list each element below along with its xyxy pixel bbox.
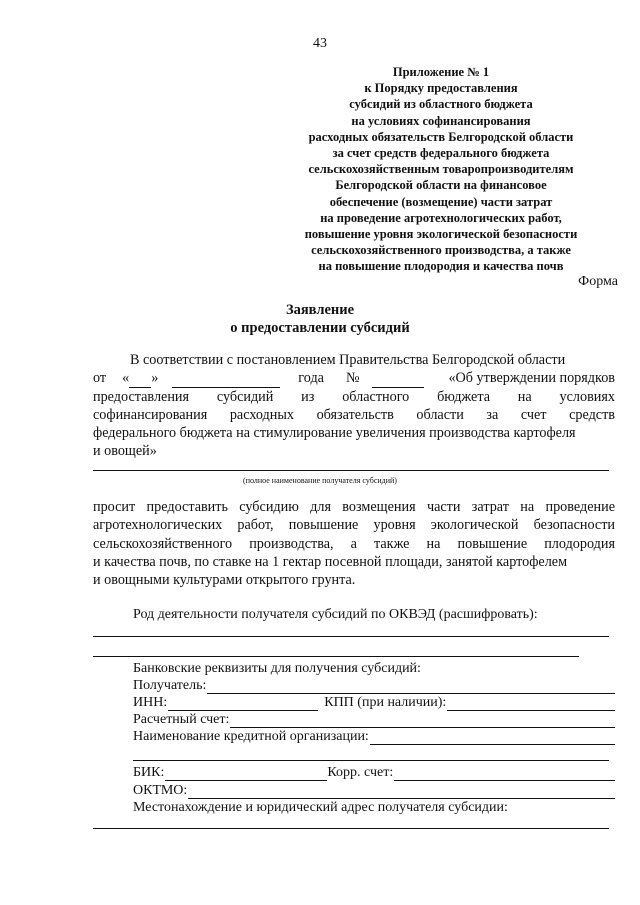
credit-org-field-line-2[interactable]	[133, 760, 609, 761]
bik-field[interactable]	[165, 768, 327, 781]
intro-line: и овощей»	[93, 443, 157, 460]
day-field[interactable]	[129, 374, 151, 388]
credit-org-row	[133, 728, 615, 745]
decree-number-field[interactable]	[372, 374, 424, 388]
account-row	[133, 711, 615, 728]
oktmo-row	[133, 782, 615, 799]
intro-date-line	[93, 369, 615, 387]
address-label: Местонахождение и юридический адрес получателя субсидии:	[133, 800, 508, 815]
intro-year: года	[298, 370, 324, 387]
forma-label: Форма	[578, 274, 618, 289]
appendix-line: повышение уровня экологической безопасности	[304, 227, 578, 242]
appendix-line: Белгородской области на финансовое	[335, 178, 547, 193]
kpp-field[interactable]	[447, 698, 615, 711]
page-number: 43	[313, 36, 327, 51]
okved-field-line-2[interactable]	[93, 656, 579, 657]
recipient-name-field[interactable]	[93, 470, 609, 471]
intro-line: предоставления субсидий из областного бюджета на условиях	[93, 388, 615, 405]
document-title	[0, 301, 640, 337]
recipient-label: Получатель:	[133, 678, 207, 693]
appendix-line: расходных обязательств Белгородской области	[308, 129, 574, 144]
credit-org-label: Наименование кредитной организации:	[133, 729, 369, 744]
oktmo-field[interactable]	[188, 786, 615, 799]
recipient-field[interactable]	[207, 681, 615, 694]
appendix-line: субсидий из областного бюджета	[349, 97, 533, 112]
request-line: и качества почв, по ставке на 1 гектар посевной площади, занятой картофелем	[93, 553, 568, 570]
request-line: агротехнологических работ, повышение уровня экологической безопасности	[93, 517, 615, 534]
corr-account-label: Корр. счет:	[327, 765, 394, 780]
credit-org-field[interactable]	[370, 732, 615, 745]
intro-number-sign: №	[345, 370, 360, 387]
appendix-line: на повышение плодородия и качества почв	[318, 259, 564, 274]
intro-decree-title: «Об утверждении порядков	[448, 370, 615, 387]
intro-paragraph	[93, 351, 615, 461]
intro-lquote: «	[122, 370, 130, 387]
inn-label: ИНН:	[133, 695, 168, 710]
request-line: сельскохозяйственного производства, а также на повышение плодородия	[93, 535, 615, 552]
month-field[interactable]	[172, 374, 280, 388]
kpp-label: КПП (при наличии):	[324, 695, 447, 710]
inn-kpp-row	[133, 694, 615, 711]
appendix-line: к Порядку предоставления	[364, 81, 518, 96]
appendix-line: за счет средств федерального бюджета	[332, 146, 550, 161]
request-paragraph	[93, 498, 615, 589]
appendix-line: на проведение агротехнологических работ,	[320, 210, 562, 225]
account-field[interactable]	[230, 715, 615, 728]
request-line: и овощными культурами открытого грунта.	[93, 572, 356, 589]
title-line-1: Заявление	[285, 302, 355, 318]
oktmo-label: ОКТМО:	[133, 783, 188, 798]
appendix-line: на условиях софинансирования	[351, 113, 531, 128]
okved-label: Род деятельности получателя субсидий по ОКВЭД (расшифровать):	[133, 607, 538, 622]
intro-line: федерального бюджета на стимулирование увеличения производства картофеля	[93, 425, 576, 442]
title-line-2: о предоставлении субсидий	[230, 320, 410, 336]
request-line: просит предоставить субсидию для возмещения части затрат на проведение	[93, 499, 615, 515]
bik-corr-row	[133, 764, 615, 781]
intro-line: софинансирования расходных обязательств области за счет средств	[93, 406, 615, 423]
appendix-line: обеспечение (возмещение) части затрат	[329, 194, 553, 209]
appendix-line: сельскохозяйственным товаропроизводителям	[308, 162, 574, 177]
intro-line: В соответствии с постановлением Правительства Белгородской области	[130, 352, 566, 368]
appendix-line: Приложение № 1	[392, 65, 490, 79]
bank-details-title: Банковские реквизиты для получения субсидий:	[133, 661, 421, 676]
okved-field-line-1[interactable]	[93, 636, 609, 637]
address-field[interactable]	[93, 828, 609, 829]
corr-account-field[interactable]	[394, 768, 615, 781]
bik-label: БИК:	[133, 765, 165, 780]
intro-rquote: »	[151, 370, 159, 387]
appendix-header	[262, 64, 620, 275]
recipient-name-caption: (полное наименование получателя субсидий)	[243, 476, 397, 485]
appendix-line: сельскохозяйственного производства, а также	[311, 243, 571, 258]
account-label: Расчетный счет:	[133, 712, 230, 727]
intro-ot: от	[93, 370, 107, 387]
recipient-row	[133, 677, 615, 694]
inn-field[interactable]	[168, 698, 318, 711]
